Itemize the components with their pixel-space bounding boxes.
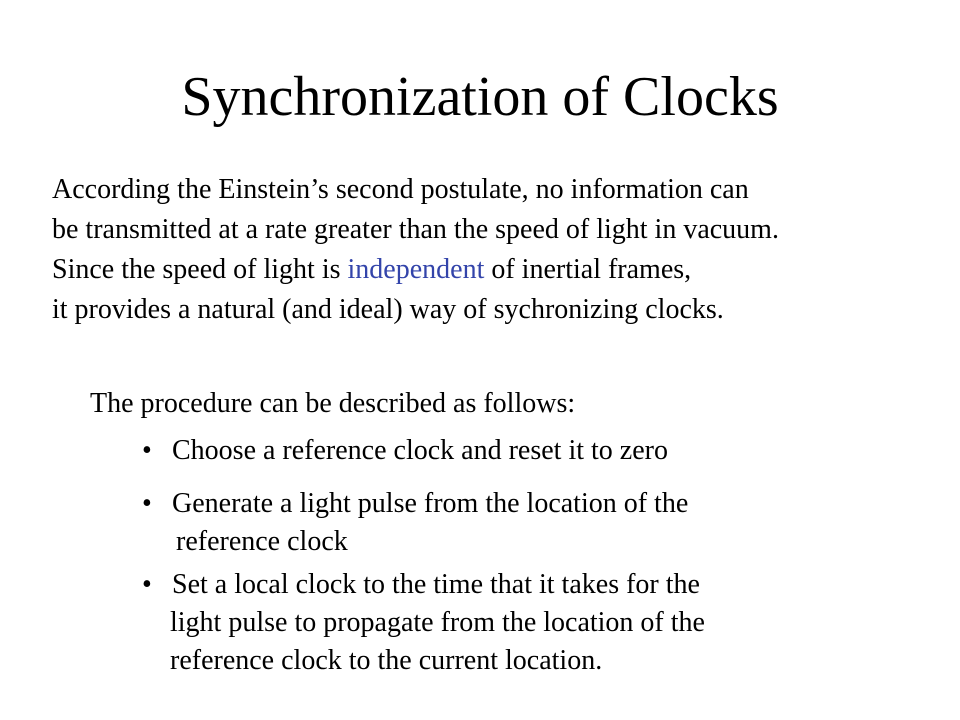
bullet-item-2 [142,485,688,561]
bullet-3-line-2: light pulse to propagate from the location of the [170,607,705,638]
slide-title: Synchronization of Clocks [181,66,779,128]
bullet-2-line-2: reference clock [176,526,348,557]
paragraph-line-4: it provides a natural (and ideal) way of sychronizing clocks. [52,294,724,325]
paragraph-line-2: be transmitted at a rate greater than the speed of light in vacuum. [52,214,779,245]
bullet-dot: • [142,435,152,466]
procedure-intro: The procedure can be described as follows: [90,388,576,419]
paragraph-line-3-end: of inertial frames, [484,254,692,285]
bullet-1-line-1: Choose a reference clock and reset it to zero [172,435,668,466]
postulate-paragraph [52,170,779,330]
bullet-3-line-1: Set a local clock to the time that it takes for the [172,569,700,600]
bullet-item-3 [142,566,705,680]
paragraph-line-3-start: Since the speed of light is [52,254,348,285]
bullet-dot: • [142,488,152,519]
highlighted-word-independent: independent [347,254,485,285]
bullet-2-line-1: Generate a light pulse from the location of the [172,488,689,519]
paragraph-line-3 [52,250,779,290]
bullet-dot: • [142,569,152,600]
bullet-3-line-3: reference clock to the current location. [170,645,603,676]
bullet-item-1 [142,432,668,470]
paragraph-line-1: According the Einstein’s second postulate, no information can [52,174,749,205]
